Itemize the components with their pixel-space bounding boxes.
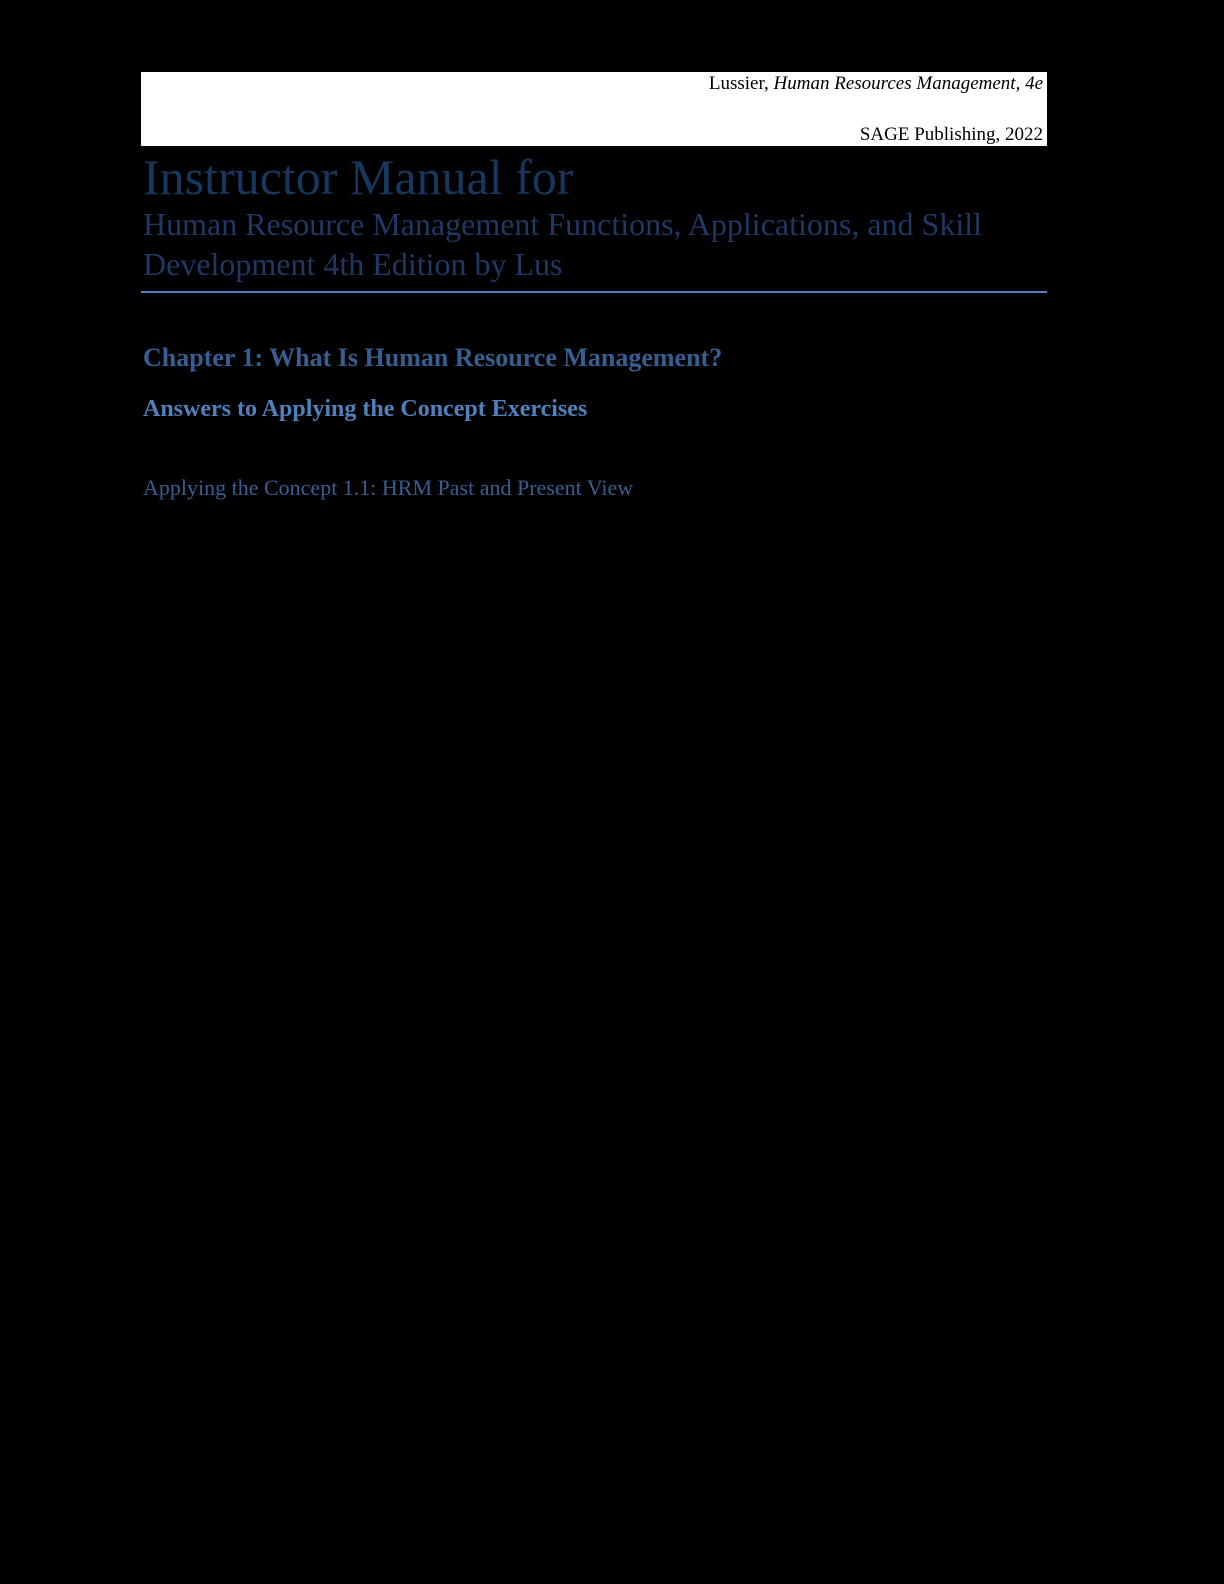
concept-heading: Applying the Concept 1.1: HRM Past and Present View xyxy=(143,475,634,500)
document-title: Instructor Manual for xyxy=(143,149,574,205)
header-author: Lussier, xyxy=(708,73,774,94)
document-subtitle: Human Resource Management Functions, Applications, and Skill Development 4th Edition by Lus xyxy=(143,206,982,282)
header-book-title: Human Resources Management, 4e xyxy=(773,73,1043,94)
chapter-heading: Chapter 1: What Is Human Resource Management? xyxy=(143,343,723,372)
header-publisher: SAGE Publishing, 2022 xyxy=(859,124,1043,145)
running-header xyxy=(141,72,1047,146)
header-citation xyxy=(709,72,1043,96)
title-divider xyxy=(141,291,1047,293)
section-heading: Answers to Applying the Concept Exercises xyxy=(143,396,588,422)
